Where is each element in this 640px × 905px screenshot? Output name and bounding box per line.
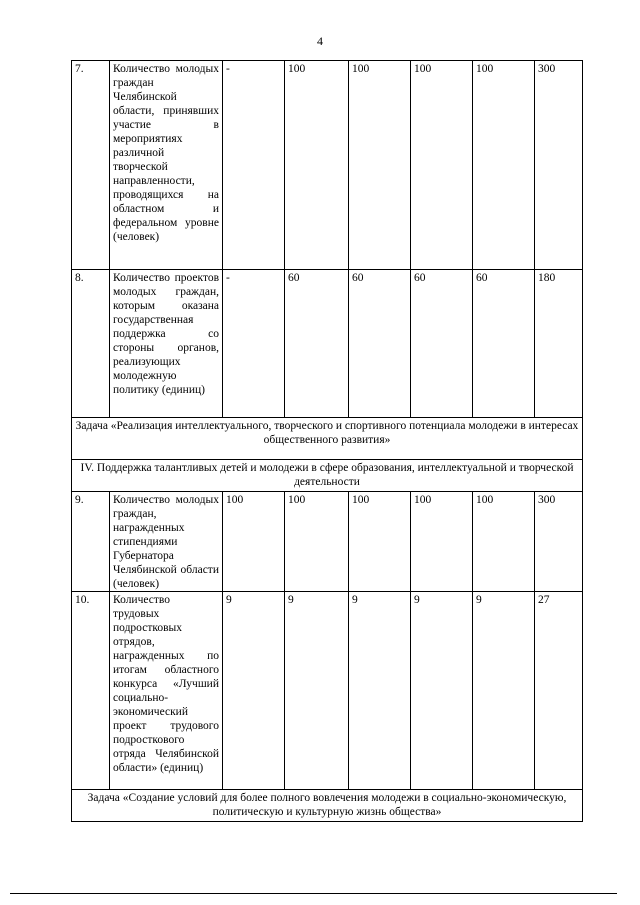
- value-cell: 100: [285, 492, 349, 592]
- indicator-name: Количество молодых граждан Челябинской области, принявших участие в мероприятиях различной творческой направленности, проводящихся на областном и федеральном уровне (человек): [110, 61, 223, 270]
- value-cell: 9: [473, 592, 535, 790]
- table-row: [72, 492, 583, 592]
- value-cell: 60: [285, 270, 349, 418]
- row-number: 9.: [72, 492, 110, 592]
- indicator-name: Количество проектов молодых граждан, которым оказана государственная поддержка со стороны органов, реализующих молодежную политику (единиц): [110, 270, 223, 418]
- value-cell: 100: [285, 61, 349, 270]
- value-cell: 9: [285, 592, 349, 790]
- value-cell: 100: [473, 492, 535, 592]
- value-cell: 60: [349, 270, 411, 418]
- value-cell: 100: [411, 61, 473, 270]
- value-cell: 9: [411, 592, 473, 790]
- value-cell: -: [223, 270, 285, 418]
- indicator-name: Количество молодых граждан, награжденных стипендиями Губернатора Челябинской области (человек): [110, 492, 223, 592]
- total-cell: 300: [535, 61, 583, 270]
- row-number: 10.: [72, 592, 110, 790]
- value-cell: -: [223, 61, 285, 270]
- row-number: 7.: [72, 61, 110, 270]
- table-row: [72, 270, 583, 418]
- section-row: [72, 460, 583, 492]
- value-cell: 9: [223, 592, 285, 790]
- row-number: 8.: [72, 270, 110, 418]
- task-row: [72, 790, 583, 822]
- indicator-name: Количество трудовых подростковых отрядов, награжденных по итогам областного конкурса «Лучший социально-экономический проект трудового подросткового отряда Челябинской области» (единиц): [110, 592, 223, 790]
- value-cell: 60: [411, 270, 473, 418]
- bottom-rule: [10, 893, 617, 894]
- value-cell: 100: [223, 492, 285, 592]
- section-heading: IV. Поддержка талантливых детей и молодежи в сфере образования, интеллектуальной и творческой деятельности: [72, 460, 583, 492]
- total-cell: 180: [535, 270, 583, 418]
- value-cell: 9: [349, 592, 411, 790]
- total-cell: 300: [535, 492, 583, 592]
- task-heading: Задача «Реализация интеллектуального, творческого и спортивного потенциала молодежи в интересах общественного развития»: [72, 418, 583, 460]
- value-cell: 100: [349, 61, 411, 270]
- value-cell: 60: [473, 270, 535, 418]
- table-row: [72, 592, 583, 790]
- value-cell: 100: [411, 492, 473, 592]
- task-heading: Задача «Создание условий для более полного вовлечения молодежи в социально-экономическую, политическую и культурную жизнь общества»: [72, 790, 583, 822]
- value-cell: 100: [473, 61, 535, 270]
- value-cell: 100: [349, 492, 411, 592]
- table-row: [72, 61, 583, 270]
- page-number: 4: [317, 34, 323, 48]
- indicators-table: [71, 60, 583, 822]
- task-row: [72, 418, 583, 460]
- total-cell: 27: [535, 592, 583, 790]
